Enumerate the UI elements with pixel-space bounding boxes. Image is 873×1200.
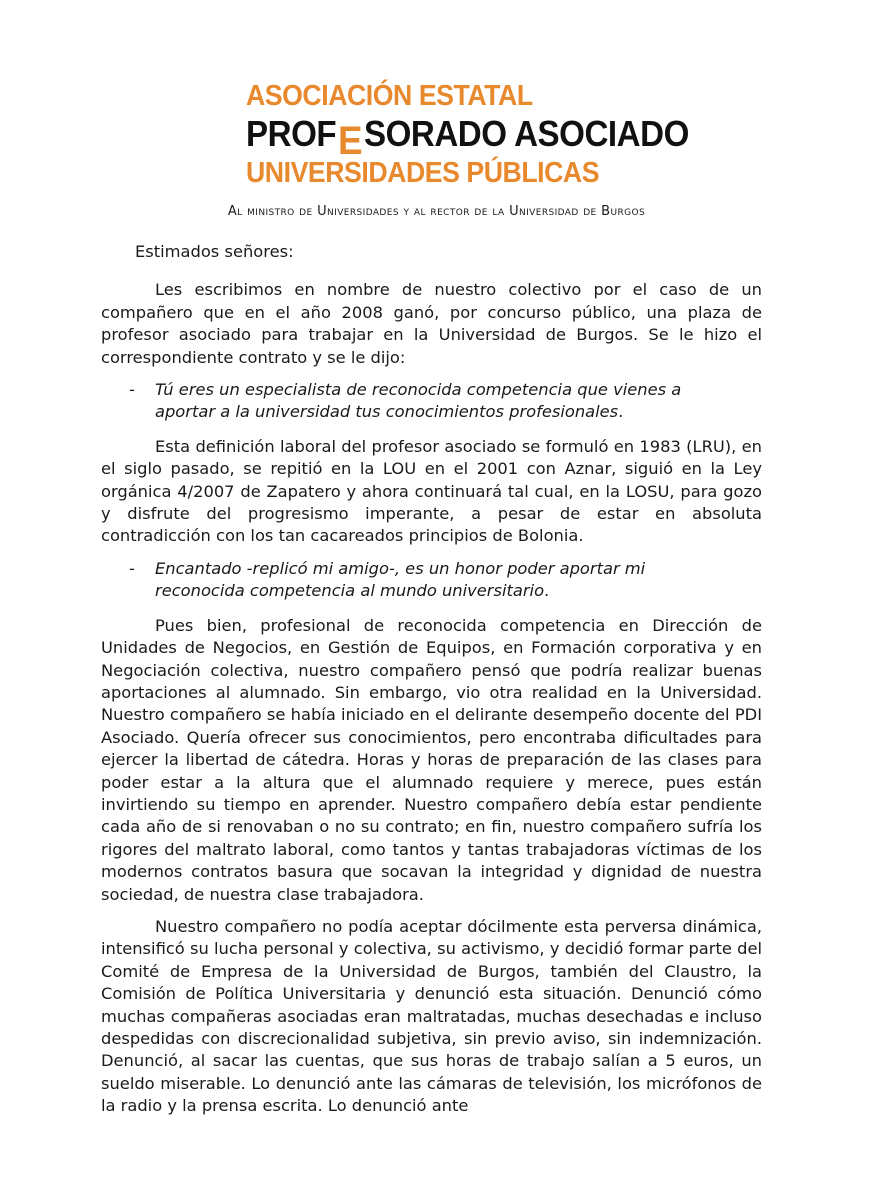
paragraph-4: Nuestro compañero no podía aceptar dócilmente esta perversa dinámica, intensificó su lucha personal y colectiva, su activismo, y decidió formar parte del Comité de Empresa de la Universidad de Burgos, también del Claustro, la Comisión de Política Universitaria y denunció esta situación. Denunció cómo muchas compañeras asociadas eran maltratadas, muchas desechadas e incluso despedidas con discrecionalidad subjetiva, sin previo aviso, sin indemnización. Denunció, al sacar las cuentas, que sus horas de trabajo salían a 5 euros, un sueldo miserable. Lo denunció ante las cámaras de televisión, los micrófonos de la radio y la prensa escrita. Lo denunció ante (101, 916, 762, 1116)
logo-line-2-end: SORADO ASOCIADO (363, 113, 689, 154)
quote-1 (101, 379, 715, 424)
addressee-text: Al ministro de Universidades y al rector de la Universidad de Burgos (227, 204, 646, 219)
salutation: Estimados señores: (135, 242, 294, 261)
logo-line-1: ASOCIACIÓN ESTATAL (246, 80, 533, 112)
paragraph-2: Esta definición laboral del profesor asociado se formuló en 1983 (LRU), en el siglo pasado, se repitió en la LOU en el 2001 con Aznar, siguió en la Ley orgánica 4/2007 de Zapatero y ahora continuará tal cual, en la LOSU, para gozo y disfrute del progresismo imperante, a pesar de estar en absoluta contradicción con los tan cacareados principios de Bolonia. (101, 436, 762, 546)
paragraph-3: Pues bien, profesional de reconocida competencia en Dirección de Unidades de Negocios, en Gestión de Equipos, en Formación corporativa y en Negociación colectiva, nuestro compañero pensó que podría realizar buenas aportaciones al alumnado. Sin embargo, vio otra realidad en la Universidad. Nuestro compañero se había iniciado en el delirante desempeño docente del PDI Asociado. Quería ofrecer sus conocimientos, pero encontraba dificultades para ejercer la libertad de cátedra. Horas y horas de preparación de las clases para poder estar a la altura que el alumnado requiere y merece, pues están invirtiendo su tiempo en aprender. Nuestro compañero debía estar pendiente cada año de si renovaban o no su contrato; en fin, nuestro compañero sufría los rigores del maltrato laboral, como tantos y tantas trabajadoras víctimas de los modernos contratos basura que socavan la integridad y dignidad de nuestra sociedad, de nuestra clase trabajadora. (101, 615, 762, 904)
quote-text: Encantado -replicó mi amigo-, es un honor poder aportar mi reconocida competencia al mundo universitario (155, 558, 646, 601)
logo-line-2-start: PROF (246, 113, 337, 154)
association-logo (246, 80, 689, 190)
quote-text: Tú eres un especialista de reconocida competencia que vienes a aportar a la universidad tus conocimientos profesionales (155, 380, 682, 422)
logo-line-3: UNIVERSIDADES PÚBLICAS (246, 157, 600, 189)
paragraph-1: Les escribimos en nombre de nuestro colectivo por el caso de un compañero que en el año 2008 ganó, por concurso público, una plaza de profesor asociado para trabajar en la Universidad de Burgos. Se le hizo el correspondiente contrato y se le dijo: (101, 280, 762, 367)
letter-addressee (0, 204, 873, 219)
quote-2 (101, 558, 715, 603)
quote-dash: - (129, 380, 135, 400)
quote-dash: - (129, 558, 135, 578)
logo-highlight-e: E (338, 119, 363, 163)
letter-body (101, 241, 762, 1128)
quote-end: . (544, 581, 550, 601)
quote-end: . (618, 402, 624, 422)
logo-line-2 (246, 113, 689, 163)
